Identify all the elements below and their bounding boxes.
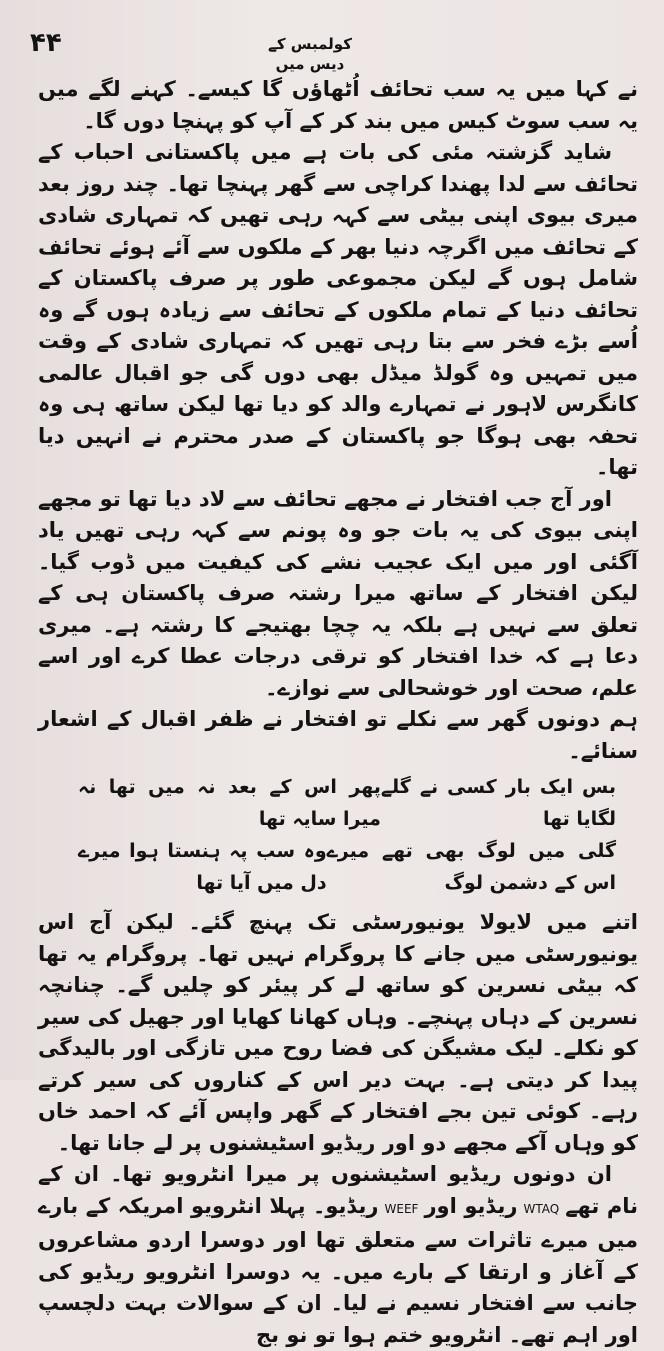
page-body	[38, 74, 638, 1351]
station-name-2: WEEF	[384, 1201, 419, 1216]
paragraph-1: نے کہا میں یہ سب تحائف اُٹھاؤں گا کیسے۔ کہنے لگے میں یہ سب سوٹ کیس میں بند کر کے آپ کو پہنچا دوں گا۔	[38, 77, 638, 133]
paragraph-4: ہم دونوں گھر سے نکلے تو افتخار نے ظفر اقبال کے اشعار سنائے۔	[38, 707, 638, 763]
couplet-2-second-line: وہ سب پہ ہنستا ہوا میرے دل میں آیا تھا	[78, 840, 327, 894]
paragraph-6-part-2: ریڈیو اور	[424, 1193, 518, 1218]
paragraph-6	[38, 1159, 638, 1351]
couplet-2	[38, 835, 638, 899]
couplet-1-second-line: پھر اس کے بعد نہ میں تھا نہ میرا سایہ تھا	[78, 776, 381, 830]
paragraph-2: شاید گزشتہ مئی کی بات ہے میں پاکستانی احباب کے تحائف سے لدا پھندا کراچی سے گھر پہنچا تھا۔ چند روز بعد میری بیوی اپنی بیٹی سے کہہ رہی تھیں کہ تمہاری شادی کے تحائف میں اگرچہ دنیا بھر کے ملکوں سے آئے ہوئے تحائف شامل ہوں گے لیکن مجموعی طور پر صرف پاکستان کے تحائف دنیا کے تمام ملکوں کے تحائف سے زیادہ ہوں گے وہ اُسے بڑے فخر سے بتا رہی تھیں کہ تمہاری شادی کے وقت میں تمہیں وہ گولڈ میڈل بھی دوں گی جو اقبال عالمی کانگرس لاہور نے تمہارے والد کو دیا تھا لیکن ساتھ ہی وہ تحفہ بھی ہوگا جو پاکستان کے صدر محترم نے انہیں دیا تھا۔	[38, 140, 638, 479]
couplet-1	[38, 771, 638, 835]
couplet-1-first-line: بس ایک بار کسی نے گلے لگایا تھا	[380, 776, 616, 830]
running-title: کولمبس کے دیس میں	[268, 35, 352, 73]
paragraph-5: اتنے میں لایولا یونیورسٹی تک پہنچ گئے۔ لیکن آج اس یونیورسٹی میں جانے کا پروگرام نہیں تھا۔ پروگرام یہ تھا کہ بیٹی نسرین کو ساتھ لے کر پیئر کو چلیں گے۔ چنانچہ نسرین کے دہاں پہنچے۔ وہاں کھانا کھایا اور جھیل کی سیر کو نکلے۔ لیک مشیگن کی فضا روح میں تازگی اور بالیدگی پیدا کر دیتی ہے۔ بہت دیر اس کے کناروں کی سیر کرتے رہے۔ کوئی تین بجے افتخار کے گھر واپس آئے کہ احمد خاں کو وہاں آکے مجھے دو اور ریڈیو اسٹیشنوں پر لے جانا تھا۔	[38, 910, 638, 1155]
poem-couplets	[38, 771, 638, 899]
paragraph-3: اور آج جب افتخار نے مجھے تحائف سے لاد دیا تھا تو مجھے اپنی بیوی کی یہ بات جو وہ پونم سے کہہ رہی تھیں یاد آگئی اور میں ایک عجیب نشے کی کیفیت میں ڈوب گیا۔ لیکن افتخار کے ساتھ میرا رشتہ صرف پاکستان ہی کے تعلق سے نہیں ہے بلکہ یہ چچا بھتیجے کا رشتہ ہے۔ میری دعا ہے کہ خدا افتخار کو ترقی درجات عطا کرے اور اسے علم، صحت اور خوشحالی سے نوازے۔	[38, 486, 638, 700]
paragraph-6-part-1: ان دونوں ریڈیو اسٹیشنوں پر میرا انٹرویو تھا۔ ان کے نام تھے	[38, 1162, 639, 1218]
page-number: ۴۴	[30, 28, 62, 58]
paragraph-6-part-3: ریڈیو۔ پہلا انٹرویو امریکہ کے بارے میں میرے تاثرات سے متعلق تھا اور دوسرا اردو مشاعروں کے آغاز و ارتقا کے بارے میں۔ یہ دوسرا انٹرویو ریڈیو کی جانب سے افتخار نسیم نے لیا۔ ان کے سوالات بہت دلچسپ اور اہم تھے۔ انٹرویو ختم ہوا تو نو بج	[38, 1193, 638, 1347]
station-name-1: WTAQ	[523, 1201, 560, 1216]
couplet-2-first-line: گلی میں لوگ بھی تھے میرے اس کے دشمن لوگ	[326, 840, 616, 894]
